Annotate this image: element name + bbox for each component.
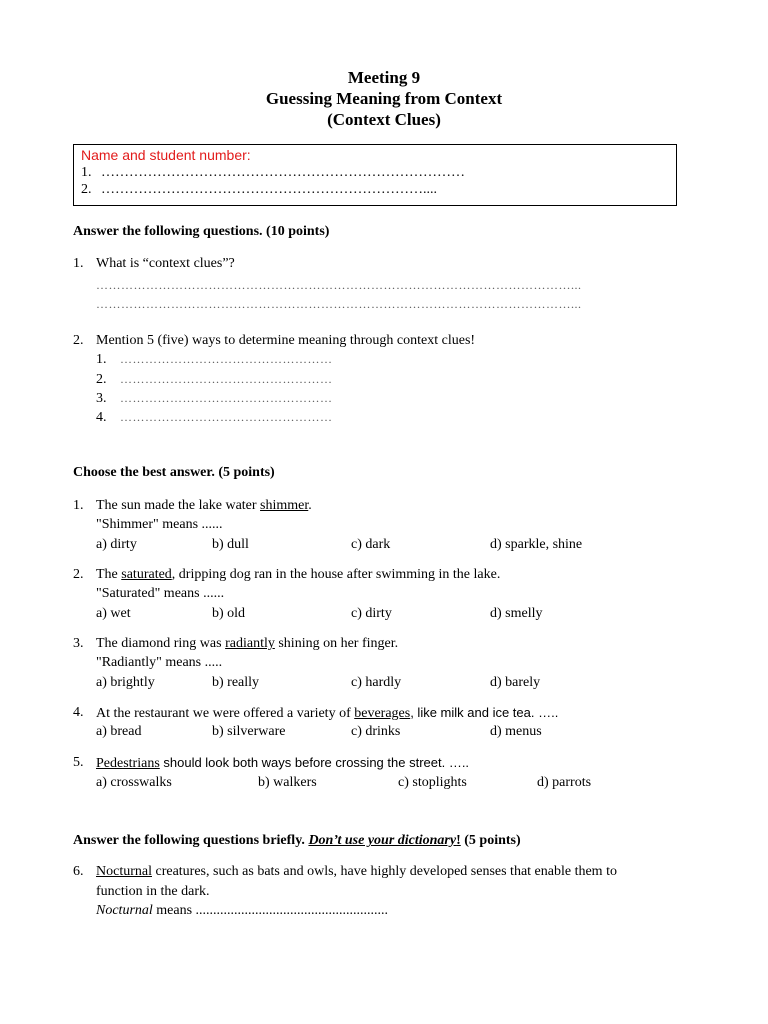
s1-q2-item[interactable]: [96, 410, 333, 426]
s1-q2-item-number: 2.: [96, 372, 107, 387]
name-line-1-dots: ……………………………………………………………………: [101, 165, 465, 180]
s2-q3-means: "Radiantly" means .....: [96, 655, 223, 670]
name-line-1[interactable]: [81, 165, 465, 181]
s2-q1-option-c[interactable]: c) dark: [351, 537, 391, 552]
s2-q2-option-b[interactable]: b) old: [212, 606, 246, 621]
s2-q1-target-word: shimmer: [260, 498, 309, 513]
name-line-2[interactable]: [81, 182, 437, 198]
s2-q4-option-d[interactable]: d) menus: [490, 724, 542, 739]
name-line-2-number: 2.: [81, 182, 92, 197]
s1-q2-item-dots: ……………………………………………: [120, 410, 333, 424]
s2-q3-option-b[interactable]: b) really: [212, 675, 260, 690]
name-line-2-dots: ……………………………………………………………....: [101, 182, 437, 197]
s2-q2-target-word: saturated: [121, 567, 172, 582]
section1-heading: Answer the following questions. (10 points): [73, 224, 330, 239]
section2-heading: Choose the best answer. (5 points): [73, 465, 275, 480]
s1-q1-text: What is “context clues”?: [96, 256, 235, 271]
section3-heading: Answer the following questions briefly. Don’t use your dictionary! (5 points): [73, 833, 521, 848]
meeting-title: Meeting 9: [347, 68, 421, 87]
s2-q2-option-c[interactable]: c) dirty: [351, 606, 392, 621]
s1-q2-item-dots: ……………………………………………: [120, 391, 333, 405]
s2-q4-target-word: beverages: [354, 706, 411, 721]
s1-q2-item-dots: ……………………………………………: [120, 372, 333, 386]
s3-q6-number: 6.: [73, 864, 84, 879]
s2-q4-option-a[interactable]: a) bread: [96, 724, 142, 739]
s1-q2-item[interactable]: [96, 352, 333, 368]
s2-q4-option-c[interactable]: c) drinks: [351, 724, 401, 739]
s1-q2-text: Mention 5 (five) ways to determine meaning through context clues!: [96, 333, 476, 348]
s1-q2-number: 2.: [73, 333, 84, 348]
s2-q3-text: The diamond ring was radiantly shining on her finger.: [96, 636, 399, 651]
s2-q2-means: "Saturated" means ......: [96, 586, 225, 601]
s2-q5-option-d[interactable]: d) parrots: [537, 775, 592, 790]
s1-q2-item[interactable]: [96, 391, 333, 407]
s2-q5-option-b[interactable]: b) walkers: [258, 775, 317, 790]
s1-q2-item-number: 4.: [96, 410, 107, 425]
s2-q1-number: 1.: [73, 498, 84, 513]
s2-q5-option-c[interactable]: c) stoplights: [398, 775, 467, 790]
name-box-label: Name and student number:: [81, 147, 251, 163]
s3-q6-target-word: Nocturnal: [96, 864, 152, 879]
s2-q3-option-a[interactable]: a) brightly: [96, 675, 155, 690]
name-line-1-number: 1.: [81, 165, 92, 180]
s2-q5-target-word: Pedestrians: [96, 756, 160, 771]
s2-q3-target-word: radiantly: [225, 636, 275, 651]
s1-q2-item-number: 3.: [96, 391, 107, 406]
s2-q4-text: At the restaurant we were offered a variety of beverages, like milk and ice tea. …..: [96, 705, 559, 721]
s1-q1-number: 1.: [73, 256, 84, 271]
page-subtitle: (Context Clues): [327, 110, 441, 129]
s2-q2-option-a[interactable]: a) wet: [96, 606, 131, 621]
s2-q4-option-b[interactable]: b) silverware: [212, 724, 286, 739]
s1-q2-item-dots: ……………………………………………: [120, 352, 333, 366]
s3-q6-means[interactable]: Nocturnal means .......................................................: [96, 903, 389, 918]
s2-q2-number: 2.: [73, 567, 84, 582]
s2-q1-option-d[interactable]: d) sparkle, shine: [490, 537, 583, 552]
s2-q1-option-a[interactable]: a) dirty: [96, 537, 137, 552]
s2-q1-option-b[interactable]: b) dull: [212, 537, 249, 552]
s2-q1-means: "Shimmer" means ......: [96, 517, 223, 532]
s2-q2-text: The saturated, dripping dog ran in the house after swimming in the lake.: [96, 567, 501, 582]
s3-q6-text-line-2: function in the dark.: [96, 884, 210, 899]
s2-q1-text: The sun made the lake water shimmer.: [96, 498, 312, 513]
section3-heading-emphasis: Don’t use your dictionary: [308, 833, 457, 848]
s2-q3-option-d[interactable]: d) barely: [490, 675, 541, 690]
s2-q2-option-d[interactable]: d) smelly: [490, 606, 543, 621]
s1-q1-answer-line-2[interactable]: ……………………………………………………………………………………………………...: [96, 297, 582, 311]
s1-q2-item-number: 1.: [96, 352, 107, 367]
s2-q3-number: 3.: [73, 636, 84, 651]
s2-q5-text: Pedestrians should look both ways before crossing the street. …..: [96, 755, 470, 771]
name-box: [73, 144, 677, 206]
s2-q5-number: 5.: [73, 755, 84, 770]
s2-q4-number: 4.: [73, 705, 84, 720]
s2-q3-option-c[interactable]: c) hardly: [351, 675, 402, 690]
s3-q6-text-line-1: Nocturnal creatures, such as bats and owls, have highly developed senses that enable them to: [96, 864, 617, 879]
s1-q2-item[interactable]: [96, 372, 333, 388]
page-title: Guessing Meaning from Context: [265, 89, 503, 108]
s1-q1-answer-line-1[interactable]: ……………………………………………………………………………………………………...: [96, 278, 582, 292]
s2-q5-option-a[interactable]: a) crosswalks: [96, 775, 172, 790]
